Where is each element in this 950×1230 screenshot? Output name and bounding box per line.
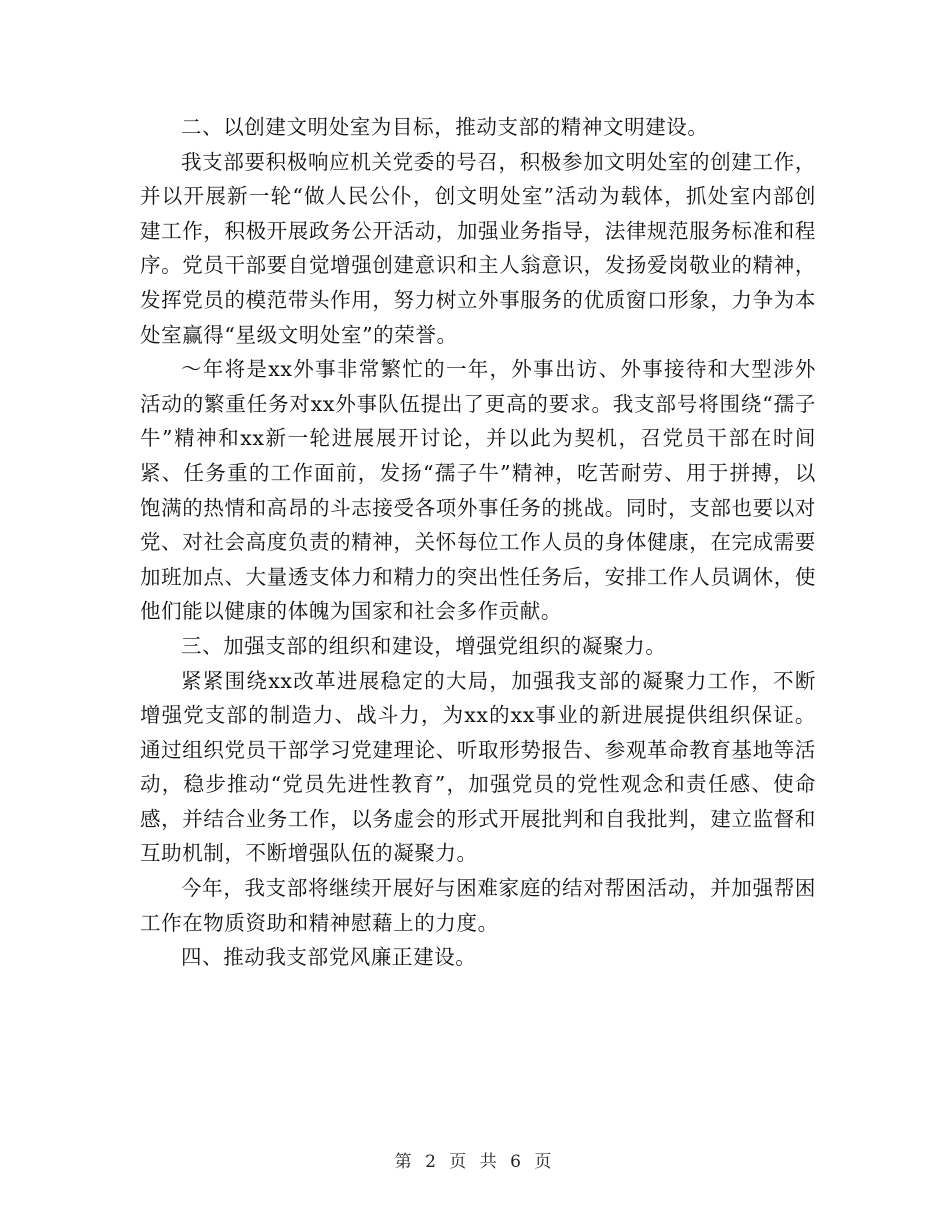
body-paragraph: 我支部要积极响应机关党委的号召，积极参加文明处室的创建工作，并以开展新一轮“做人民公仆，创文明处室”活动为载体，抓处室内部创建工作，积极开展政务公开活动，加强业务指导，法律规范服务标准和程序。党员干部要自觉增强创建意识和主人翁意识，发扬爱岗敬业的精神，发挥党员的模范带头作用，努力树立外事服务的优质窗口形象，力争为本处室赢得“星级文明处室”的荣誉。 bbox=[140, 149, 816, 347]
body-paragraph: ～年将是xx外事非常繁忙的一年，外事出访、外事接待和大型涉外活动的繁重任务对xx外事队伍提出了更高的要求。我支部号将围绕“孺子牛”精神和xx新一轮进展展开讨论，并以此为契机，召党员干部在时间紧、任务重的工作面前，发扬“孺子牛”精神，吃苦耐劳、用于拼搏，以饱满的热情和高昂的斗志接受各项外事任务的挑战。同时，支部也要以对党、对社会高度负责的精神，关怀每位工作人员的身体健康，在完成需要加班加点、大量透支体力和精力的突出性任务后，安排工作人员调休，使他们能以健康的体魄为国家和社会多作贡献。 bbox=[140, 357, 816, 624]
page-footer: 第 2 页 共 6 页 bbox=[394, 1152, 556, 1172]
document-body bbox=[140, 110, 816, 975]
body-paragraph: 今年，我支部将继续开展好与困难家庭的结对帮困活动，并加强帮困工作在物质资助和精神慰藉上的力度。 bbox=[140, 876, 816, 935]
section-heading-2: 二、以创建文明处室为目标，推动支部的精神文明建设。 bbox=[181, 115, 709, 139]
section-heading-4: 四、推动我支部党风廉正建设。 bbox=[181, 945, 477, 970]
section-heading-3: 三、加强支部的组织和建设，增强党组织的凝聚力。 bbox=[181, 633, 667, 658]
body-paragraph: 紧紧围绕xx改革进展稳定的大局，加强我支部的凝聚力工作，不断增强党支部的制造力、战斗力，为xx的xx事业的新进展提供组织保证。通过组织党员干部学习党建理论、听取形势报告、参观革命教育基地等活动，稳步推动“党员先进性教育”，加强党员的党性观念和责任感、使命感，并结合业务工作，以务虚会的形式开展批判和自我批判，建立监督和互助机制，不断增强队伍的凝聚力。 bbox=[140, 668, 816, 866]
